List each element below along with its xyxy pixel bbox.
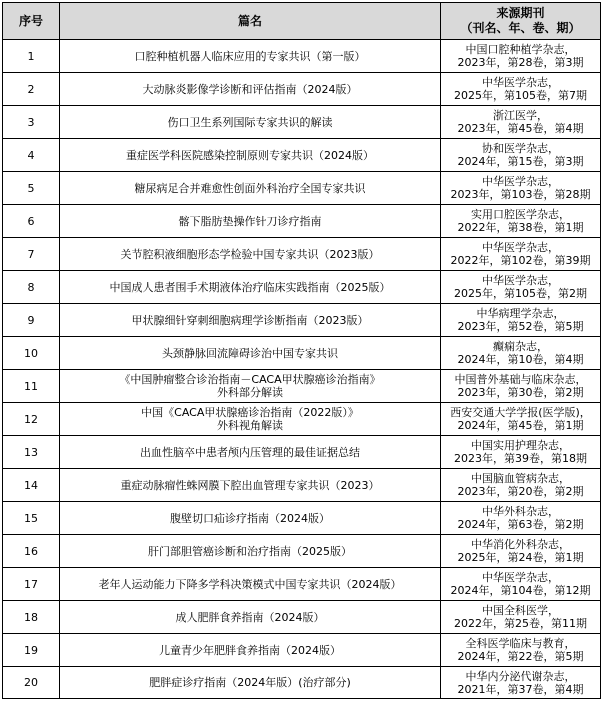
journal-issue: 2022年，第25卷，第11期 bbox=[454, 617, 587, 630]
article-title bbox=[60, 304, 441, 337]
journal-name: 中国实用护理杂志， bbox=[471, 439, 570, 452]
table-row bbox=[3, 304, 601, 337]
article-title-line: 外科部分解读 bbox=[217, 386, 283, 399]
journal-issue: 2023年，第30卷，第2期 bbox=[457, 386, 584, 399]
article-title-line: 腹壁切口疝诊疗指南（2024版） bbox=[170, 511, 330, 525]
journal-issue: 2025年，第24卷，第1期 bbox=[457, 551, 584, 564]
journal-name: 全科医学临床与教育， bbox=[465, 637, 576, 650]
journal-issue: 2024年，第104卷，第12期 bbox=[450, 584, 591, 597]
table-body bbox=[3, 40, 601, 699]
table-row bbox=[3, 139, 601, 172]
source-journal bbox=[441, 469, 601, 502]
row-number: 10 bbox=[3, 337, 60, 370]
article-title-line: 糖尿病足合并难愈性创面外科治疗全国专家共识 bbox=[134, 181, 366, 195]
article-title bbox=[60, 568, 441, 601]
article-title-line: 出血性脑卒中患者颅内压管理的最佳证据总结 bbox=[140, 445, 360, 459]
article-title bbox=[60, 73, 441, 106]
header-source-line1: 来源期刊 bbox=[496, 6, 545, 20]
row-number: 18 bbox=[3, 601, 60, 634]
article-title-line: 甲状腺细针穿刺细胞病理学诊断指南（2023版） bbox=[131, 313, 369, 327]
row-number: 12 bbox=[3, 403, 60, 436]
journal-name: 协和医学杂志， bbox=[482, 142, 559, 155]
article-title bbox=[60, 469, 441, 502]
row-number: 17 bbox=[3, 568, 60, 601]
article-title-line: 头颈静脉回流障碍诊治中国专家共识 bbox=[162, 346, 338, 360]
article-title bbox=[60, 337, 441, 370]
table-row bbox=[3, 205, 601, 238]
journal-issue: 2024年，第15卷，第3期 bbox=[457, 155, 584, 168]
journal-name: 中华医学杂志， bbox=[482, 175, 559, 188]
row-number: 5 bbox=[3, 172, 60, 205]
article-title-line: 伤口卫生系列国际专家共识的解读 bbox=[167, 115, 333, 129]
row-number: 6 bbox=[3, 205, 60, 238]
article-title bbox=[60, 172, 441, 205]
source-journal bbox=[441, 40, 601, 73]
article-title-line: 成人肥胖食养指南（2024版） bbox=[175, 610, 325, 624]
article-title bbox=[60, 139, 441, 172]
article-title-line: 口腔种植机器人临床应用的专家共识（第一版） bbox=[134, 49, 366, 63]
journal-name: 中国口腔种植学杂志， bbox=[465, 43, 576, 56]
article-title bbox=[60, 436, 441, 469]
row-number: 8 bbox=[3, 271, 60, 304]
table-row bbox=[3, 40, 601, 73]
source-journal bbox=[441, 502, 601, 535]
article-title bbox=[60, 502, 441, 535]
table-row bbox=[3, 667, 601, 699]
journal-name: 中国普外基础与临床杂志， bbox=[454, 373, 587, 386]
article-title-line: 大动脉炎影像学诊断和评估指南（2024版） bbox=[142, 82, 358, 96]
table-row bbox=[3, 601, 601, 634]
row-number: 19 bbox=[3, 634, 60, 667]
article-title bbox=[60, 403, 441, 436]
table-row bbox=[3, 271, 601, 304]
journal-name: 中华内分泌代谢杂志， bbox=[465, 669, 576, 683]
article-title bbox=[60, 601, 441, 634]
header-source-line2: （刊名、年、卷、期） bbox=[460, 21, 581, 35]
article-title-line: 中国成人患者围手术期液体治疗临床实践指南（2025版） bbox=[109, 280, 391, 294]
article-title bbox=[60, 106, 441, 139]
source-journal bbox=[441, 535, 601, 568]
table-row bbox=[3, 73, 601, 106]
journal-name: 中华病理学杂志， bbox=[476, 307, 565, 320]
journal-issue: 2023年，第52卷，第5期 bbox=[457, 320, 584, 333]
journal-issue: 2022年，第102卷，第39期 bbox=[450, 254, 591, 267]
article-title bbox=[60, 205, 441, 238]
journal-issue: 2024年，第22卷，第5期 bbox=[457, 650, 584, 663]
journal-name: 癫痫杂志， bbox=[493, 340, 548, 353]
source-journal bbox=[441, 172, 601, 205]
journal-issue: 2025年，第105卷，第2期 bbox=[454, 287, 587, 300]
article-title bbox=[60, 535, 441, 568]
article-title bbox=[60, 40, 441, 73]
journal-name: 中华医学杂志， bbox=[482, 241, 559, 254]
article-title-line: 外科视角解读 bbox=[217, 419, 283, 432]
source-journal bbox=[441, 568, 601, 601]
article-title bbox=[60, 238, 441, 271]
row-number: 7 bbox=[3, 238, 60, 271]
row-number: 4 bbox=[3, 139, 60, 172]
article-title-line: 儿童青少年肥胖食养指南（2024版） bbox=[159, 643, 341, 657]
journal-name: 中国全科医学， bbox=[482, 604, 559, 617]
source-journal bbox=[441, 205, 601, 238]
table-row bbox=[3, 502, 601, 535]
journal-issue: 2023年，第28卷，第3期 bbox=[457, 56, 584, 69]
source-journal bbox=[441, 601, 601, 634]
journal-name: 中华医学杂志， bbox=[482, 571, 559, 584]
header-title: 篇名 bbox=[60, 3, 441, 40]
source-journal bbox=[441, 271, 601, 304]
article-title-line: 肝门部胆管癌诊断和治疗指南（2025版） bbox=[148, 544, 352, 558]
row-number: 2 bbox=[3, 73, 60, 106]
table-row bbox=[3, 436, 601, 469]
references-table bbox=[2, 2, 601, 699]
source-journal bbox=[441, 337, 601, 370]
journal-issue: 2024年，第45卷，第1期 bbox=[457, 419, 584, 432]
table-header-row bbox=[3, 3, 601, 40]
article-title-line: 重症动脉瘤性蛛网膜下腔出血管理专家共识（2023） bbox=[120, 478, 380, 492]
journal-issue: 2023年，第20卷，第2期 bbox=[457, 485, 584, 498]
table-row bbox=[3, 469, 601, 502]
article-title-line: 髂下脂肪垫操作针刀诊疗指南 bbox=[178, 214, 322, 228]
journal-name: 中华外科杂志， bbox=[482, 505, 559, 518]
table-row bbox=[3, 568, 601, 601]
row-number: 13 bbox=[3, 436, 60, 469]
journal-name: 中华消化外科杂志， bbox=[471, 538, 570, 551]
row-number: 11 bbox=[3, 370, 60, 403]
journal-issue: 2023年，第39卷，第18期 bbox=[454, 452, 587, 465]
table-row bbox=[3, 535, 601, 568]
journal-issue: 2023年，第103卷，第28期 bbox=[450, 188, 591, 201]
header-source bbox=[441, 3, 601, 40]
journal-name: 浙江医学， bbox=[493, 109, 548, 122]
table-row bbox=[3, 370, 601, 403]
journal-issue: 2023年，第45卷，第4期 bbox=[457, 122, 584, 135]
table-row bbox=[3, 172, 601, 205]
source-journal bbox=[441, 634, 601, 667]
article-title-line: 关节腔积液细胞形态学检验中国专家共识（2023版） bbox=[120, 247, 380, 261]
article-title-line: 肥胖症诊疗指南（2024年版）(治疗部分) bbox=[149, 676, 351, 689]
journal-name: 实用口腔医学杂志， bbox=[471, 208, 570, 221]
journal-issue: 2022年，第38卷，第1期 bbox=[457, 221, 584, 234]
journal-issue: 2024年，第10卷，第4期 bbox=[457, 353, 584, 366]
table-row bbox=[3, 337, 601, 370]
row-number: 3 bbox=[3, 106, 60, 139]
journal-name: 西安交通大学学报(医学版)， bbox=[450, 406, 591, 419]
row-number: 20 bbox=[3, 667, 60, 699]
row-number: 9 bbox=[3, 304, 60, 337]
journal-name: 中国脑血管病杂志， bbox=[471, 472, 570, 485]
source-journal bbox=[441, 73, 601, 106]
article-title bbox=[60, 271, 441, 304]
source-journal bbox=[441, 370, 601, 403]
journal-name: 中华医学杂志， bbox=[482, 274, 559, 287]
source-journal bbox=[441, 106, 601, 139]
article-title-line: 重症医学科医院感染控制原则专家共识（2024版） bbox=[126, 148, 374, 162]
row-number: 15 bbox=[3, 502, 60, 535]
source-journal bbox=[441, 238, 601, 271]
table-row bbox=[3, 106, 601, 139]
article-title-line: 老年人运动能力下降多学科决策模式中国专家共识（2024版） bbox=[98, 577, 402, 591]
journal-issue: 2021年，第37卷，第4期 bbox=[457, 682, 584, 696]
row-number: 14 bbox=[3, 469, 60, 502]
article-title bbox=[60, 667, 441, 699]
source-journal bbox=[441, 667, 601, 699]
row-number: 16 bbox=[3, 535, 60, 568]
article-title-line: 中国《CACA甲状腺癌诊治指南（2022版）》 bbox=[141, 406, 359, 419]
source-journal bbox=[441, 139, 601, 172]
row-number: 1 bbox=[3, 40, 60, 73]
source-journal bbox=[441, 304, 601, 337]
article-title bbox=[60, 634, 441, 667]
journal-issue: 2024年，第63卷，第2期 bbox=[457, 518, 584, 531]
header-no: 序号 bbox=[3, 3, 60, 40]
journal-name: 中华医学杂志， bbox=[482, 76, 559, 89]
table-row bbox=[3, 634, 601, 667]
article-title-line: 《中国肿瘤整合诊治指南－CACA甲状腺癌诊治指南》 bbox=[119, 373, 381, 386]
article-title bbox=[60, 370, 441, 403]
table-row bbox=[3, 403, 601, 436]
source-journal bbox=[441, 436, 601, 469]
journal-issue: 2025年，第105卷，第7期 bbox=[454, 89, 587, 102]
table-row bbox=[3, 238, 601, 271]
source-journal bbox=[441, 403, 601, 436]
